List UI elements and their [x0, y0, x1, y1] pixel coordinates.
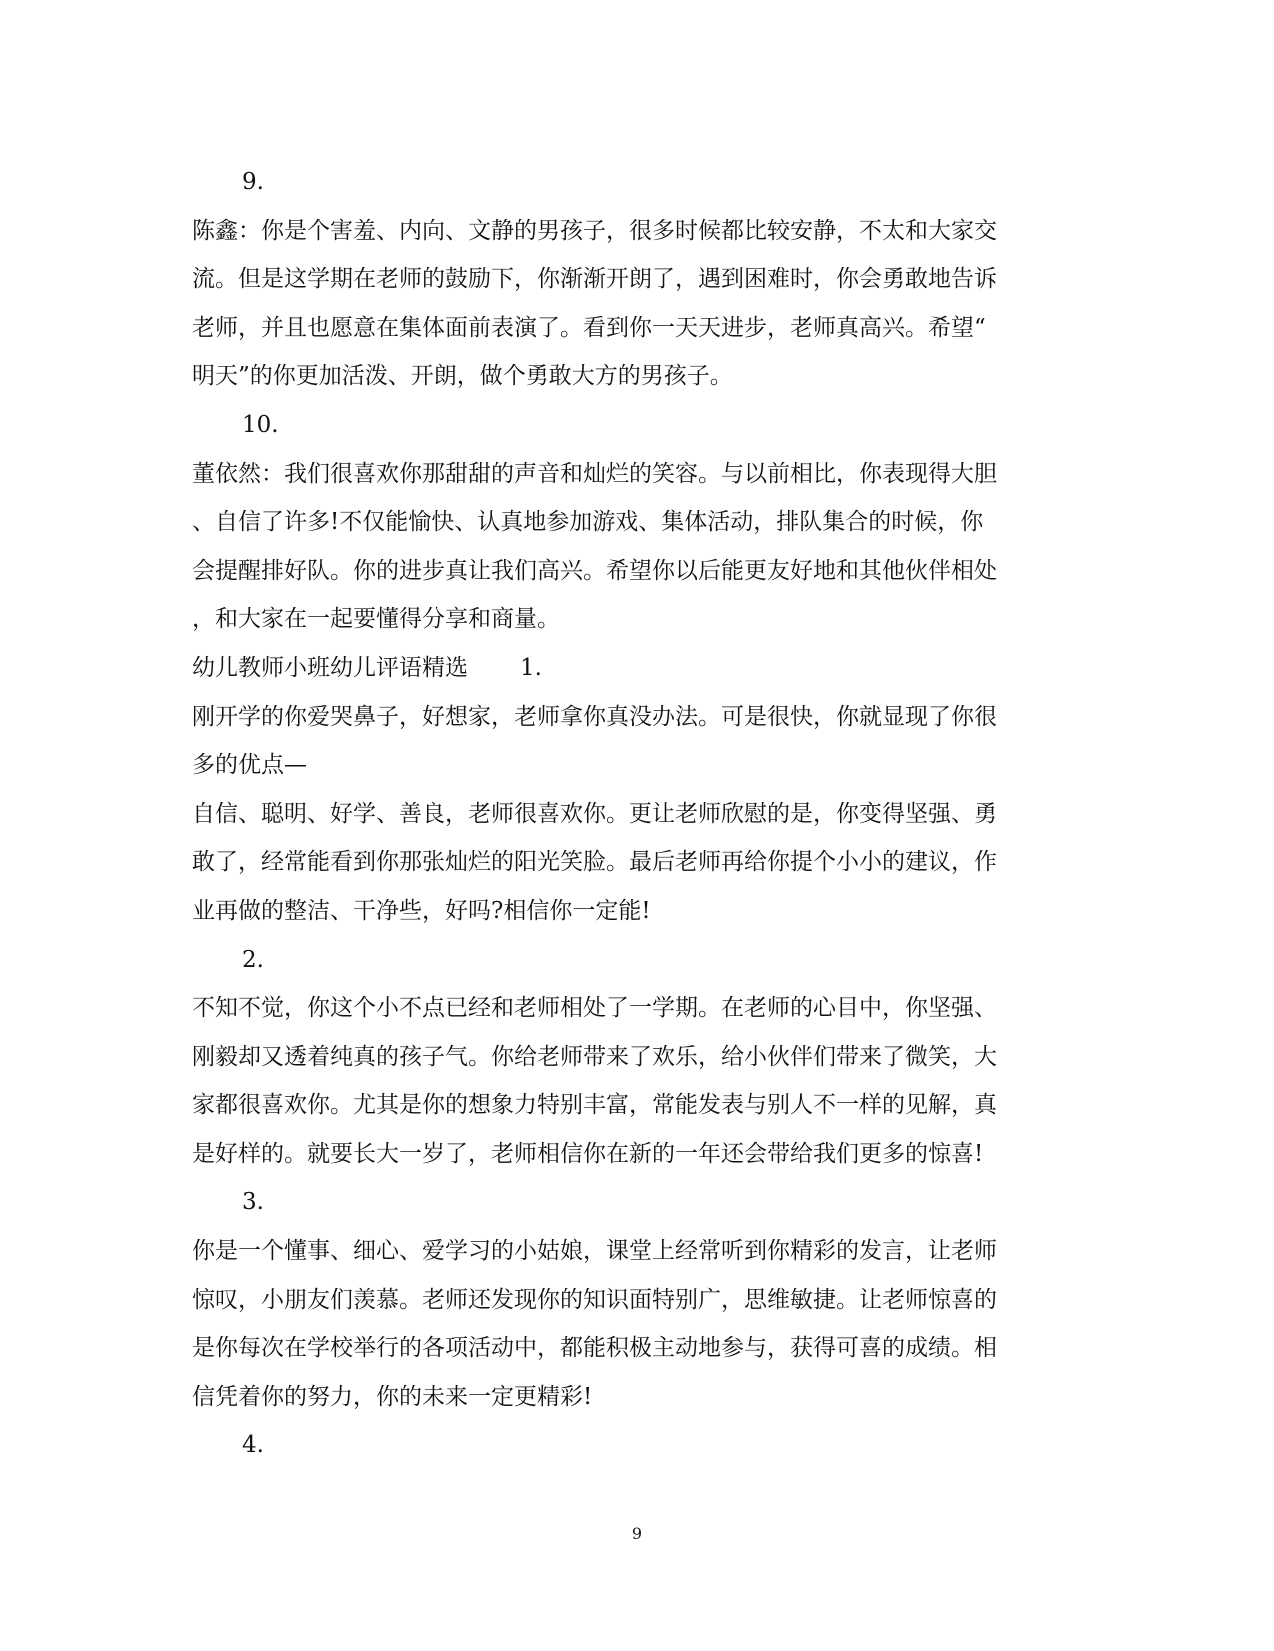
text-line: 、自信了许多!不仅能愉快、认真地参加游戏、集体活动，排队集合的时候，你 — [192, 509, 984, 536]
text-line: 你是一个懂事、细心、爱学习的小姑娘，课堂上经常听到你精彩的发言，让老师 — [192, 1238, 997, 1265]
text-line: 敢了，经常能看到你那张灿烂的阳光笑脸。最后老师再给你提个小小的建议，作 — [192, 849, 997, 876]
text-line: 惊叹，小朋友们羡慕。老师还发现你的知识面特别广，思维敏捷。让老师惊喜的 — [192, 1286, 997, 1313]
text-line: 不知不觉，你这个小不点已经和老师相处了一学期。在老师的心目中，你坚强、 — [192, 995, 997, 1022]
text-line: 是你每次在学校举行的各项活动中，都能积极主动地参与，获得可喜的成绩。相 — [192, 1335, 997, 1362]
body-text — [192, 158, 1072, 1470]
section-heading: 幼儿教师小班幼儿评语精选 1. — [192, 654, 542, 681]
page-number: 9 — [631, 1524, 643, 1543]
text-line: 刚毅却又透着纯真的孩子气。你给老师带来了欢乐，给小伙伴们带来了微笑，大 — [192, 1043, 997, 1070]
text-line: 陈鑫：你是个害羞、内向、文静的男孩子，很多时候都比较安静，不太和大家交 — [192, 217, 997, 244]
item-number: 3. — [242, 1189, 264, 1216]
text-line: 刚开学的你爱哭鼻子，好想家，老师拿你真没办法。可是很快，你就显现了你很 — [192, 703, 997, 730]
text-line: 明天”的你更加活泼、开朗，做个勇敢大方的男孩子。 — [192, 363, 733, 390]
text-line: 是好样的。就要长大一岁了，老师相信你在新的一年还会带给我们更多的惊喜! — [192, 1140, 984, 1167]
item-number: 1. — [520, 654, 542, 681]
text-line: 会提醒排好队。你的进步真让我们高兴。希望你以后能更友好地和其他伙伴相处 — [192, 557, 997, 584]
item-number: 4. — [242, 1432, 264, 1459]
text-line: 信凭着你的努力，你的未来一定更精彩! — [192, 1383, 593, 1410]
text-line: ，和大家在一起要懂得分享和商量。 — [192, 606, 560, 633]
item-number: 9. — [242, 169, 264, 195]
text-line: 流。但是这学期在老师的鼓励下，你渐渐开朗了，遇到困难时，你会勇敢地告诉 — [192, 266, 997, 293]
text-line: 家都很喜欢你。尤其是你的想象力特别丰富，常能发表与别人不一样的见解，真 — [192, 1092, 997, 1119]
text-line: 老师，并且也愿意在集体面前表演了。看到你一天天进步，老师真高兴。希望“ — [192, 314, 986, 341]
text-line: 董依然：我们很喜欢你那甜甜的声音和灿烂的笑容。与以前相比，你表现得大胆 — [192, 460, 997, 487]
text-line: 自信、聪明、好学、善良，老师很喜欢你。更让老师欣慰的是，你变得坚强、勇 — [192, 800, 997, 827]
item-number: 10. — [242, 411, 279, 438]
text-line: 业再做的整洁、干净些，好吗?相信你一定能! — [192, 897, 651, 924]
item-number: 2. — [242, 946, 264, 973]
text-line: 多的优点— — [192, 752, 307, 779]
